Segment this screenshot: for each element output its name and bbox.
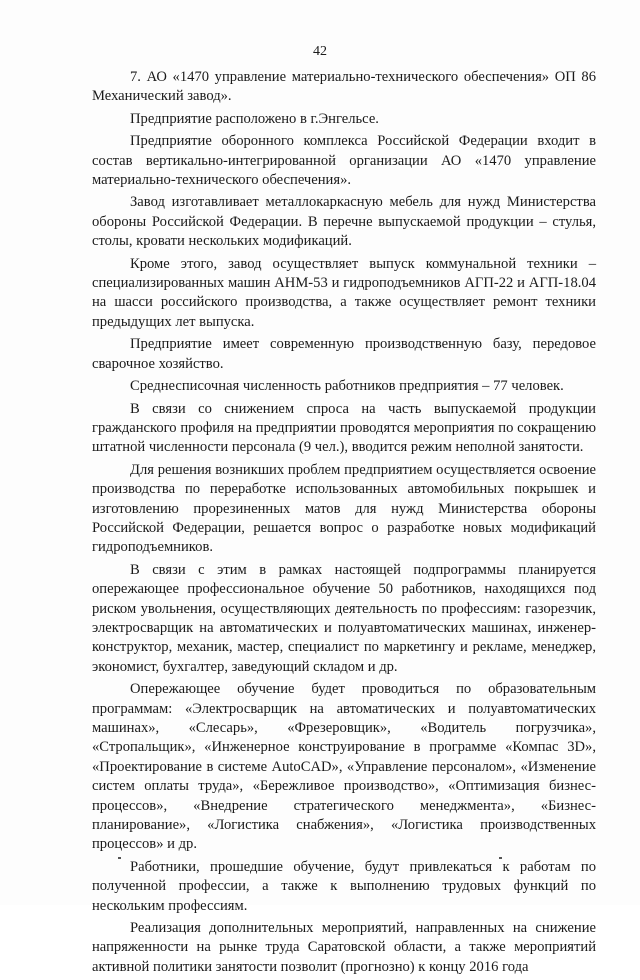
paragraph-enterprise-title: 7. АО «1470 управление материально-технического обеспечения» ОП 86 Механический завод». [92, 69, 596, 105]
paragraph-location: Предприятие расположено в г.Энгельсе. [130, 110, 379, 127]
scan-artifact-left [118, 857, 121, 859]
paragraph-new-production: Для решения возникших проблем предприятием осуществляется освоение производства по переработке использованных автомобильных покрышек и изготовлению прорезиненных матов для нужд Министерства обороны Российской Федерации, решается вопрос о разработке новых модификаций гидроподъемников. [92, 461, 596, 556]
paragraph-structure: Предприятие оборонного комплекса Российской Федерации входит в состав вертикально-интегрированной организации АО «1470 управление материально-технического обеспечения». [92, 133, 596, 189]
paragraph-reduction: В связи со снижением спроса на часть выпускаемой продукции гражданского профиля на предприятии проводятся мероприятия по сокращению штатной численности персонала (9 чел.), вводится режим неполной занятости. [92, 400, 596, 456]
paragraph-training-programs: Опережающее обучение будет проводиться по образовательным программам: «Электросварщик на автоматических и полуавтоматических машинах», «Слесарь», «Фрезеровщик», «Водитель погрузчика», «Стропальщик», «Инженерное конструирование в программе «Компас 3D», «Проектирование в системе AutoCAD», «Управление персоналом», «Изменение систем оплаты труда», «Бережливое производство», «Оптимизация бизнес-процессов», «Внедрение стратегического менеджмента», «Бизнес-планирование», «Логистика снабжения», «Логистика производственных процессов» и др. [92, 681, 596, 853]
page-number: 42 [313, 44, 327, 59]
paragraph-training-plan: В связи с этим в рамках настоящей подпрограммы планируется опережающее профессиональное обучение 50 работников, находящихся под риском увольнения, осуществляющих деятельность по профессиям: газорезчик, электросварщик на автоматических и полуавтоматических машинах, инженер-конструктор, механик, мастер, специалист по маркетингу и рекламе, менеджер, экономист, бухгалтер, заведующий складом и др. [92, 561, 596, 675]
paragraph-additional-measures: Реализация дополнительных мероприятий, направленных на снижение напряженности на рынке труда Саратовской области, а также мероприятий активной политики занятости позволит (прогнозно) к концу 2016 года [92, 920, 596, 975]
paragraph-trained-workers: Работники, прошедшие обучение, будут привлекаться к работам по полученной профессии, а также к выполнению трудовых функций по нескольким профессиям. [92, 858, 596, 914]
paragraph-production-base: Предприятие имеет современную производственную базу, передовое сварочное хозяйство. [92, 336, 596, 372]
paragraph-headcount: Среднесписочная численность работников предприятия – 77 человек. [130, 378, 564, 395]
document-body [92, 68, 596, 980]
paragraph-products: Завод изготавливает металлокаркасную мебель для нужд Министерства обороны Российской Федерации. В перечне выпускаемой продукции – стулья, столы, кровати нескольких модификаций. [92, 194, 596, 250]
scan-artifact-right [499, 857, 502, 859]
paragraph-vehicles: Кроме этого, завод осуществляет выпуск коммунальной техники – специализированных машин АНМ-53 и гидроподъемников АГП-22 и АГП-18.04 на шасси российского производства, а также осуществляет ремонт техники предыдущих лет выпуска. [92, 255, 596, 330]
